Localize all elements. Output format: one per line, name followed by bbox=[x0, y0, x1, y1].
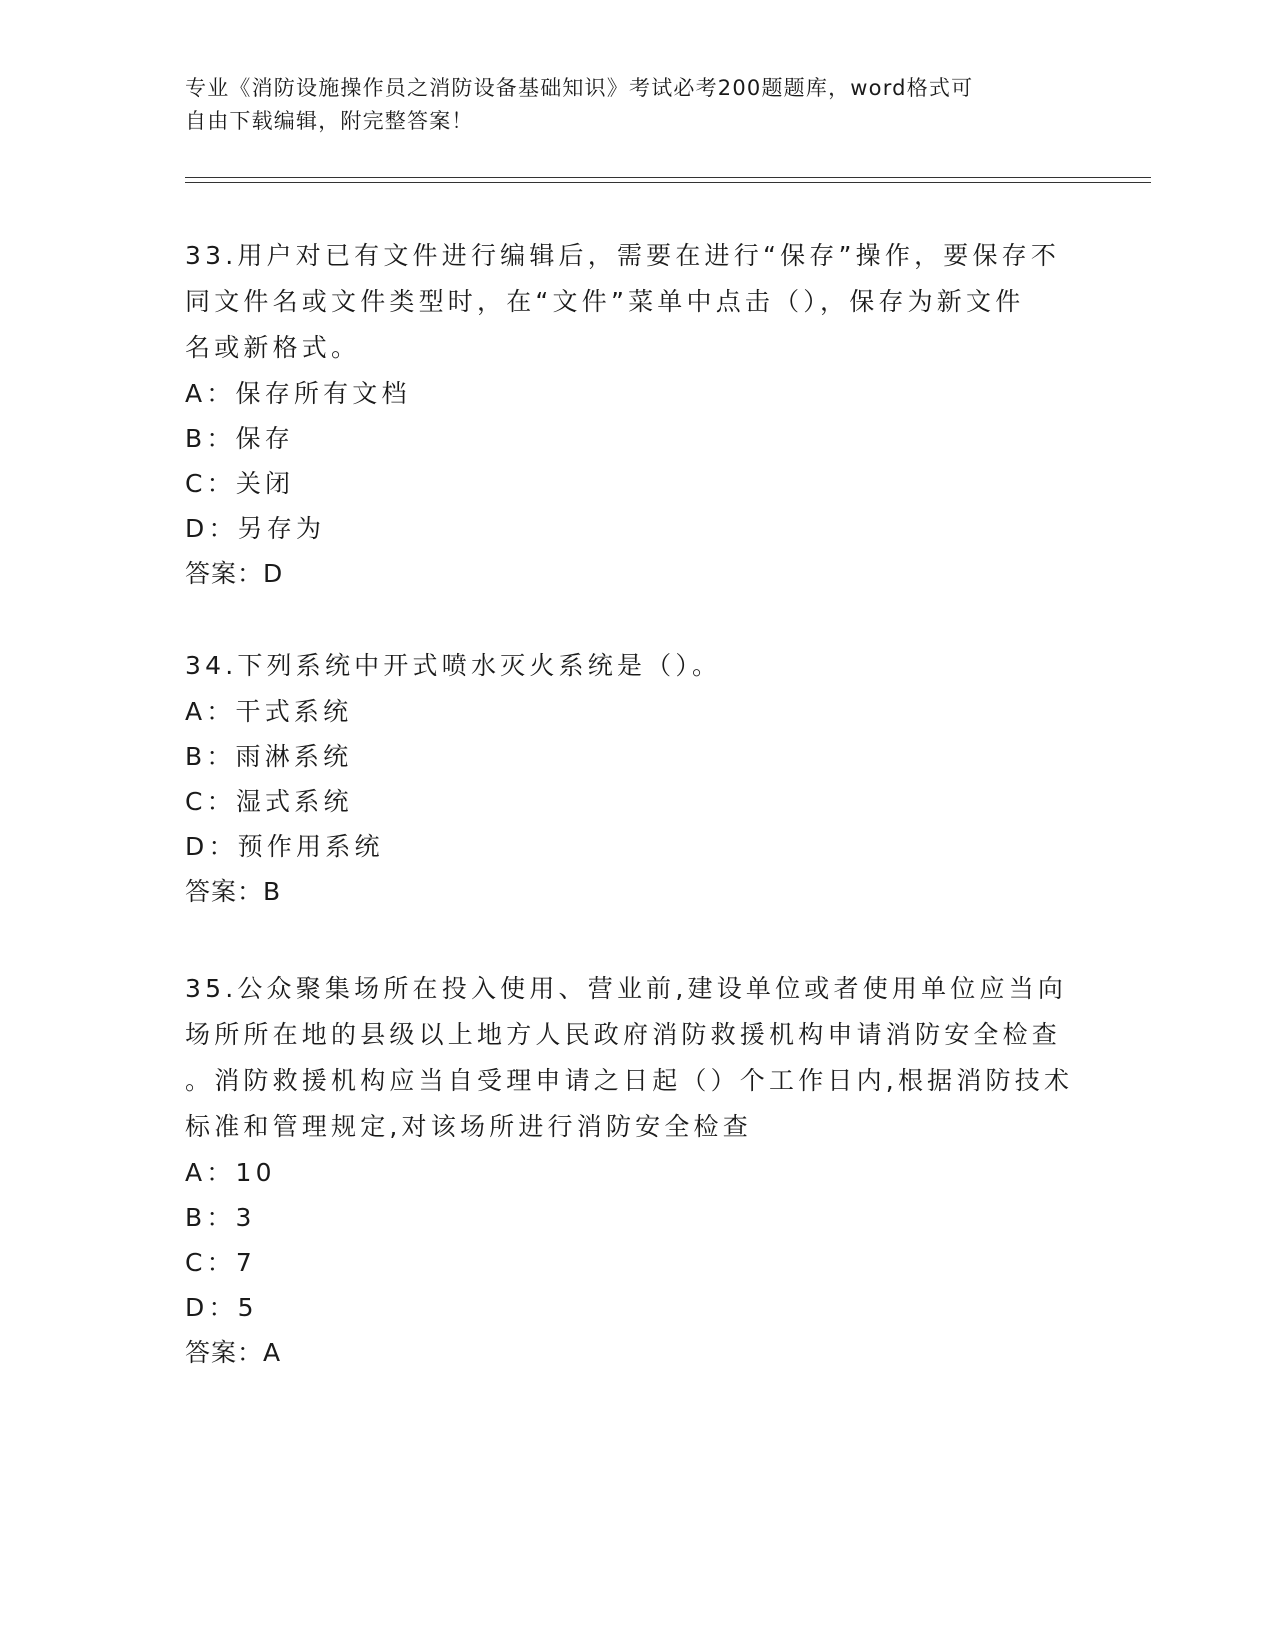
option-c: C：湿式系统 bbox=[185, 787, 353, 816]
option-c: C：关闭 bbox=[185, 469, 295, 498]
question-stem-line: 33.用户对已有文件进行编辑后，需要在进行“保存”操作，要保存不 bbox=[185, 241, 1061, 270]
option-d: D：另存为 bbox=[185, 514, 326, 543]
option-b: B：雨淋系统 bbox=[185, 742, 353, 771]
option-d: D：预作用系统 bbox=[185, 832, 384, 861]
header-divider-top bbox=[185, 177, 1151, 178]
option-a: A：保存所有文档 bbox=[185, 379, 411, 408]
question-34 bbox=[185, 643, 1085, 914]
header-line-2: 自由下载编辑，附完整答案！ bbox=[185, 109, 474, 133]
answer: 答案：A bbox=[185, 1338, 282, 1367]
question-stem-line: 名或新格式。 bbox=[185, 333, 361, 362]
option-d: D：5 bbox=[185, 1293, 258, 1322]
answer: 答案：B bbox=[185, 877, 282, 906]
option-c: C：7 bbox=[185, 1248, 256, 1277]
question-stem-line: 35.公众聚集场所在投入使用、营业前,建设单位或者使用单位应当向 bbox=[185, 974, 1068, 1003]
question-35 bbox=[185, 966, 1085, 1375]
question-stem-line: 同文件名或文件类型时，在“文件”菜单中点击（），保存为新文件 bbox=[185, 287, 1025, 316]
header-divider-bottom bbox=[185, 182, 1151, 183]
question-stem-line: 34.下列系统中开式喷水灭火系统是（）。 bbox=[185, 651, 722, 680]
document-header bbox=[185, 72, 1065, 138]
question-stem-line: 。消防救援机构应当自受理申请之日起（）个工作日内,根据消防技术 bbox=[185, 1066, 1074, 1095]
answer: 答案：D bbox=[185, 559, 284, 588]
option-b: B：保存 bbox=[185, 424, 294, 453]
option-a: A：10 bbox=[185, 1158, 276, 1187]
option-b: B：3 bbox=[185, 1203, 256, 1232]
option-a: A：干式系统 bbox=[185, 697, 353, 726]
question-stem-line: 标准和管理规定,对该场所进行消防安全检查 bbox=[185, 1112, 752, 1141]
header-line-1: 专业《消防设施操作员之消防设备基础知识》考试必考200题题库，word格式可 bbox=[185, 76, 974, 100]
question-33 bbox=[185, 233, 1085, 596]
question-stem-line: 场所所在地的县级以上地方人民政府消防救援机构申请消防安全检查 bbox=[185, 1020, 1062, 1049]
